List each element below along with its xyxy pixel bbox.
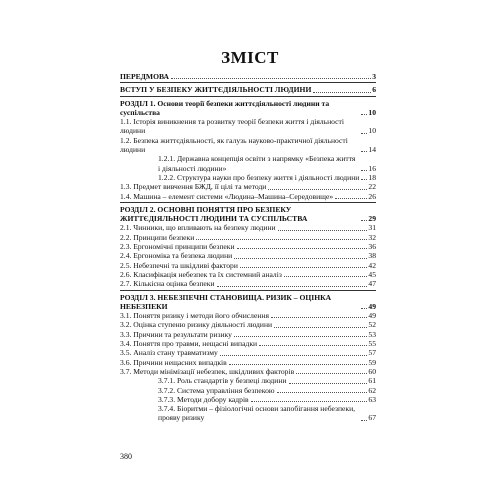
toc-page-number: 36 bbox=[368, 242, 376, 252]
dot-leader bbox=[313, 92, 371, 93]
dot-leader bbox=[220, 355, 368, 356]
toc-entry bbox=[120, 404, 376, 423]
toc-entry-text: 2.7. Кількісна оцінка безпеки bbox=[120, 279, 215, 289]
dot-leader bbox=[237, 248, 368, 249]
toc-page-number: 10 bbox=[368, 107, 376, 117]
toc-entry-text: 1.4. Машина – елемент системи «Людина–Машина–Середовище» bbox=[120, 191, 334, 201]
dot-leader bbox=[284, 276, 368, 277]
toc-page-number: 45 bbox=[368, 269, 376, 279]
page-title: ЗМІСТ bbox=[221, 48, 279, 67]
toc-entry-text: 3.7.2. Система управління безпекою bbox=[158, 385, 275, 395]
dot-leader bbox=[335, 198, 367, 199]
toc-entry-text: 3.7.4. Біоритми – фізіологічні основи запобігання небезпеки, прояву ризику bbox=[158, 404, 356, 423]
toc-entry bbox=[120, 251, 376, 260]
toc-page-number: 49 bbox=[368, 311, 376, 321]
toc-entry-text: 2.4. Ергономіка та безпека людини bbox=[120, 251, 233, 261]
toc-entry bbox=[120, 270, 376, 279]
toc-page-number: 18 bbox=[368, 172, 376, 182]
toc-section-heading bbox=[120, 205, 376, 224]
toc-page-number: 47 bbox=[368, 279, 376, 289]
toc-page-number: 29 bbox=[368, 214, 376, 224]
toc-page-number: 26 bbox=[368, 191, 376, 201]
toc-entry bbox=[120, 117, 376, 136]
toc-entry-text: РОЗДІЛ 1. Основи теорії безпеки життєдіяльності людини та суспільства bbox=[120, 98, 330, 117]
toc-page-number: 32 bbox=[368, 232, 376, 242]
dot-leader bbox=[234, 336, 367, 337]
toc-entry-text: 3.7.1. Роль стандартів у безпеці людини bbox=[158, 376, 287, 386]
toc-entry-text: 3.7.3. Методи добору кадрів bbox=[158, 394, 249, 404]
dot-leader bbox=[361, 170, 367, 171]
toc-page-number: 61 bbox=[368, 376, 376, 386]
toc-entry bbox=[120, 261, 376, 270]
toc-entry bbox=[120, 339, 376, 348]
toc-entry bbox=[120, 233, 376, 242]
toc-page-number: 10 bbox=[368, 126, 376, 136]
toc-page-number: 57 bbox=[368, 348, 376, 358]
dot-leader bbox=[277, 392, 368, 393]
dot-leader bbox=[361, 308, 367, 309]
toc-entry bbox=[120, 320, 376, 329]
dot-leader bbox=[251, 401, 368, 402]
toc-page-number: 14 bbox=[368, 145, 376, 155]
dot-leader bbox=[271, 317, 367, 318]
dot-leader bbox=[171, 78, 371, 79]
toc-entry-text: РОЗДІЛ 2. ОСНОВНІ ПОНЯТТЯ ПРО БЕЗПЕКУ ЖИТТЄДІЯЛЬНОСТІ ЛЮДИНИ ТА СУСПІЛЬСТВА bbox=[120, 204, 308, 224]
toc-page-number: 6 bbox=[372, 85, 376, 95]
toc-entry-text: ВСТУП У БЕЗПЕКУ ЖИТТЄДІЯЛЬНОСТІ ЛЮДИНИ bbox=[120, 85, 312, 95]
toc-page-number: 31 bbox=[368, 223, 376, 233]
dot-leader bbox=[196, 239, 367, 240]
toc-entry bbox=[120, 348, 376, 357]
toc-page-number: 62 bbox=[368, 385, 376, 395]
toc-entry-text: 2.1. Чинники, що впливають на безпеку людини bbox=[120, 223, 276, 233]
dot-leader bbox=[289, 383, 368, 384]
toc-entry-text: 2.3. Ергономічні принципи безпеки bbox=[120, 242, 235, 252]
toc-entry bbox=[120, 367, 376, 376]
toc-entry bbox=[120, 173, 376, 182]
toc-entry-text: ПЕРЕДМОВА bbox=[120, 72, 170, 81]
toc-entry bbox=[120, 182, 376, 191]
dot-leader bbox=[296, 373, 367, 374]
toc-entry bbox=[120, 223, 376, 232]
toc-entry-text: 3.3. Причини та результати ризику bbox=[120, 329, 232, 339]
toc-entry-text: 2.6. Класифікація небезпек та їх системний аналіз bbox=[120, 269, 282, 279]
dot-leader bbox=[361, 420, 367, 421]
toc-page-number: 38 bbox=[368, 251, 376, 261]
dot-leader bbox=[259, 345, 367, 346]
dot-leader bbox=[361, 114, 367, 115]
toc-entry bbox=[120, 192, 376, 201]
toc-entry bbox=[120, 376, 376, 385]
toc-entry-text: 1.2.1. Державна концепція освіти з напрямку «Безпека життя і діяльності людини» bbox=[158, 154, 356, 173]
toc-entry bbox=[120, 154, 376, 173]
dot-leader bbox=[229, 364, 368, 365]
toc-entry-text: 3.2. Оцінка ступеню ризику діяльності людини bbox=[120, 320, 273, 330]
toc-entry-text: 3.1. Поняття ризику і методи його обчислення bbox=[120, 311, 269, 321]
section-divider bbox=[120, 82, 376, 83]
dot-leader bbox=[240, 267, 368, 268]
dot-leader bbox=[361, 220, 367, 221]
dot-leader bbox=[268, 189, 367, 190]
toc-page-number: 16 bbox=[368, 163, 376, 173]
toc-entry bbox=[120, 311, 376, 320]
toc-page-number: 60 bbox=[368, 366, 376, 376]
toc-entry-text: 1.2.2. Структура науки про безпеку життя і діяльності людини bbox=[158, 172, 360, 182]
dot-leader bbox=[361, 133, 367, 134]
dot-leader bbox=[217, 286, 368, 287]
dot-leader bbox=[274, 327, 367, 328]
toc-entry-text: 1.3. Предмет вивчення БЖД, її цілі та методи bbox=[120, 182, 267, 192]
toc-section-heading bbox=[120, 293, 376, 312]
toc-entry bbox=[120, 279, 376, 288]
toc-entry bbox=[120, 136, 376, 155]
toc-entry-text: 2.2. Принципи безпеки bbox=[120, 232, 195, 242]
toc-entry bbox=[120, 358, 376, 367]
toc-entry-text: 3.4. Поняття про травми, нещасні випадки bbox=[120, 339, 258, 349]
dot-leader bbox=[361, 151, 367, 152]
toc-page-number: 22 bbox=[368, 182, 376, 192]
toc-entry bbox=[120, 386, 376, 395]
toc-section-heading bbox=[120, 99, 376, 118]
toc-page-number: 52 bbox=[368, 320, 376, 330]
section-divider bbox=[120, 202, 376, 203]
toc-page-number: 55 bbox=[368, 339, 376, 349]
page-number: 380 bbox=[120, 452, 132, 461]
dot-leader bbox=[234, 258, 367, 259]
toc-page-number: 63 bbox=[368, 394, 376, 404]
toc-entry bbox=[120, 242, 376, 251]
toc-entry bbox=[120, 330, 376, 339]
toc-section-heading bbox=[120, 85, 376, 94]
toc-entry-text: 3.5. Аналіз стану травматизму bbox=[120, 348, 218, 358]
dot-leader bbox=[278, 230, 368, 231]
toc-section-heading bbox=[120, 72, 376, 81]
toc-entry-text: 1.2. Безпека життєдіяльності, як галузь науково-практичної діяльності людини bbox=[120, 135, 348, 155]
toc-page-number: 3 bbox=[372, 72, 376, 81]
toc-entry-text: 1.1. Історія виникнення та розвитку теорії безпеки життя і діяльності людини bbox=[120, 117, 344, 136]
toc-entry-text: 3.7. Методи мінімізації небезпек, шкідливих факторів bbox=[120, 366, 295, 376]
toc-page-number: 59 bbox=[368, 357, 376, 367]
toc-entry-text: 3.6. Причини нещасних випадків bbox=[120, 357, 227, 367]
section-divider bbox=[120, 290, 376, 291]
toc-page-number: 42 bbox=[368, 260, 376, 270]
table-of-contents bbox=[120, 72, 376, 423]
section-divider bbox=[120, 96, 376, 97]
toc-entry-text: 2.5. Небезпечні та шкідливі фактори bbox=[120, 260, 238, 270]
toc-page-number: 49 bbox=[368, 301, 376, 311]
toc-entry-text: РОЗДІЛ 3. НЕБЕЗПЕЧНІ СТАНОВИЩА. РИЗИК – ОЦІНКА НЕБЕЗПЕКИ bbox=[120, 292, 332, 311]
toc-page-number: 53 bbox=[368, 329, 376, 339]
dot-leader bbox=[361, 179, 367, 180]
toc-entry bbox=[120, 395, 376, 404]
toc-page-number: 67 bbox=[368, 413, 376, 423]
